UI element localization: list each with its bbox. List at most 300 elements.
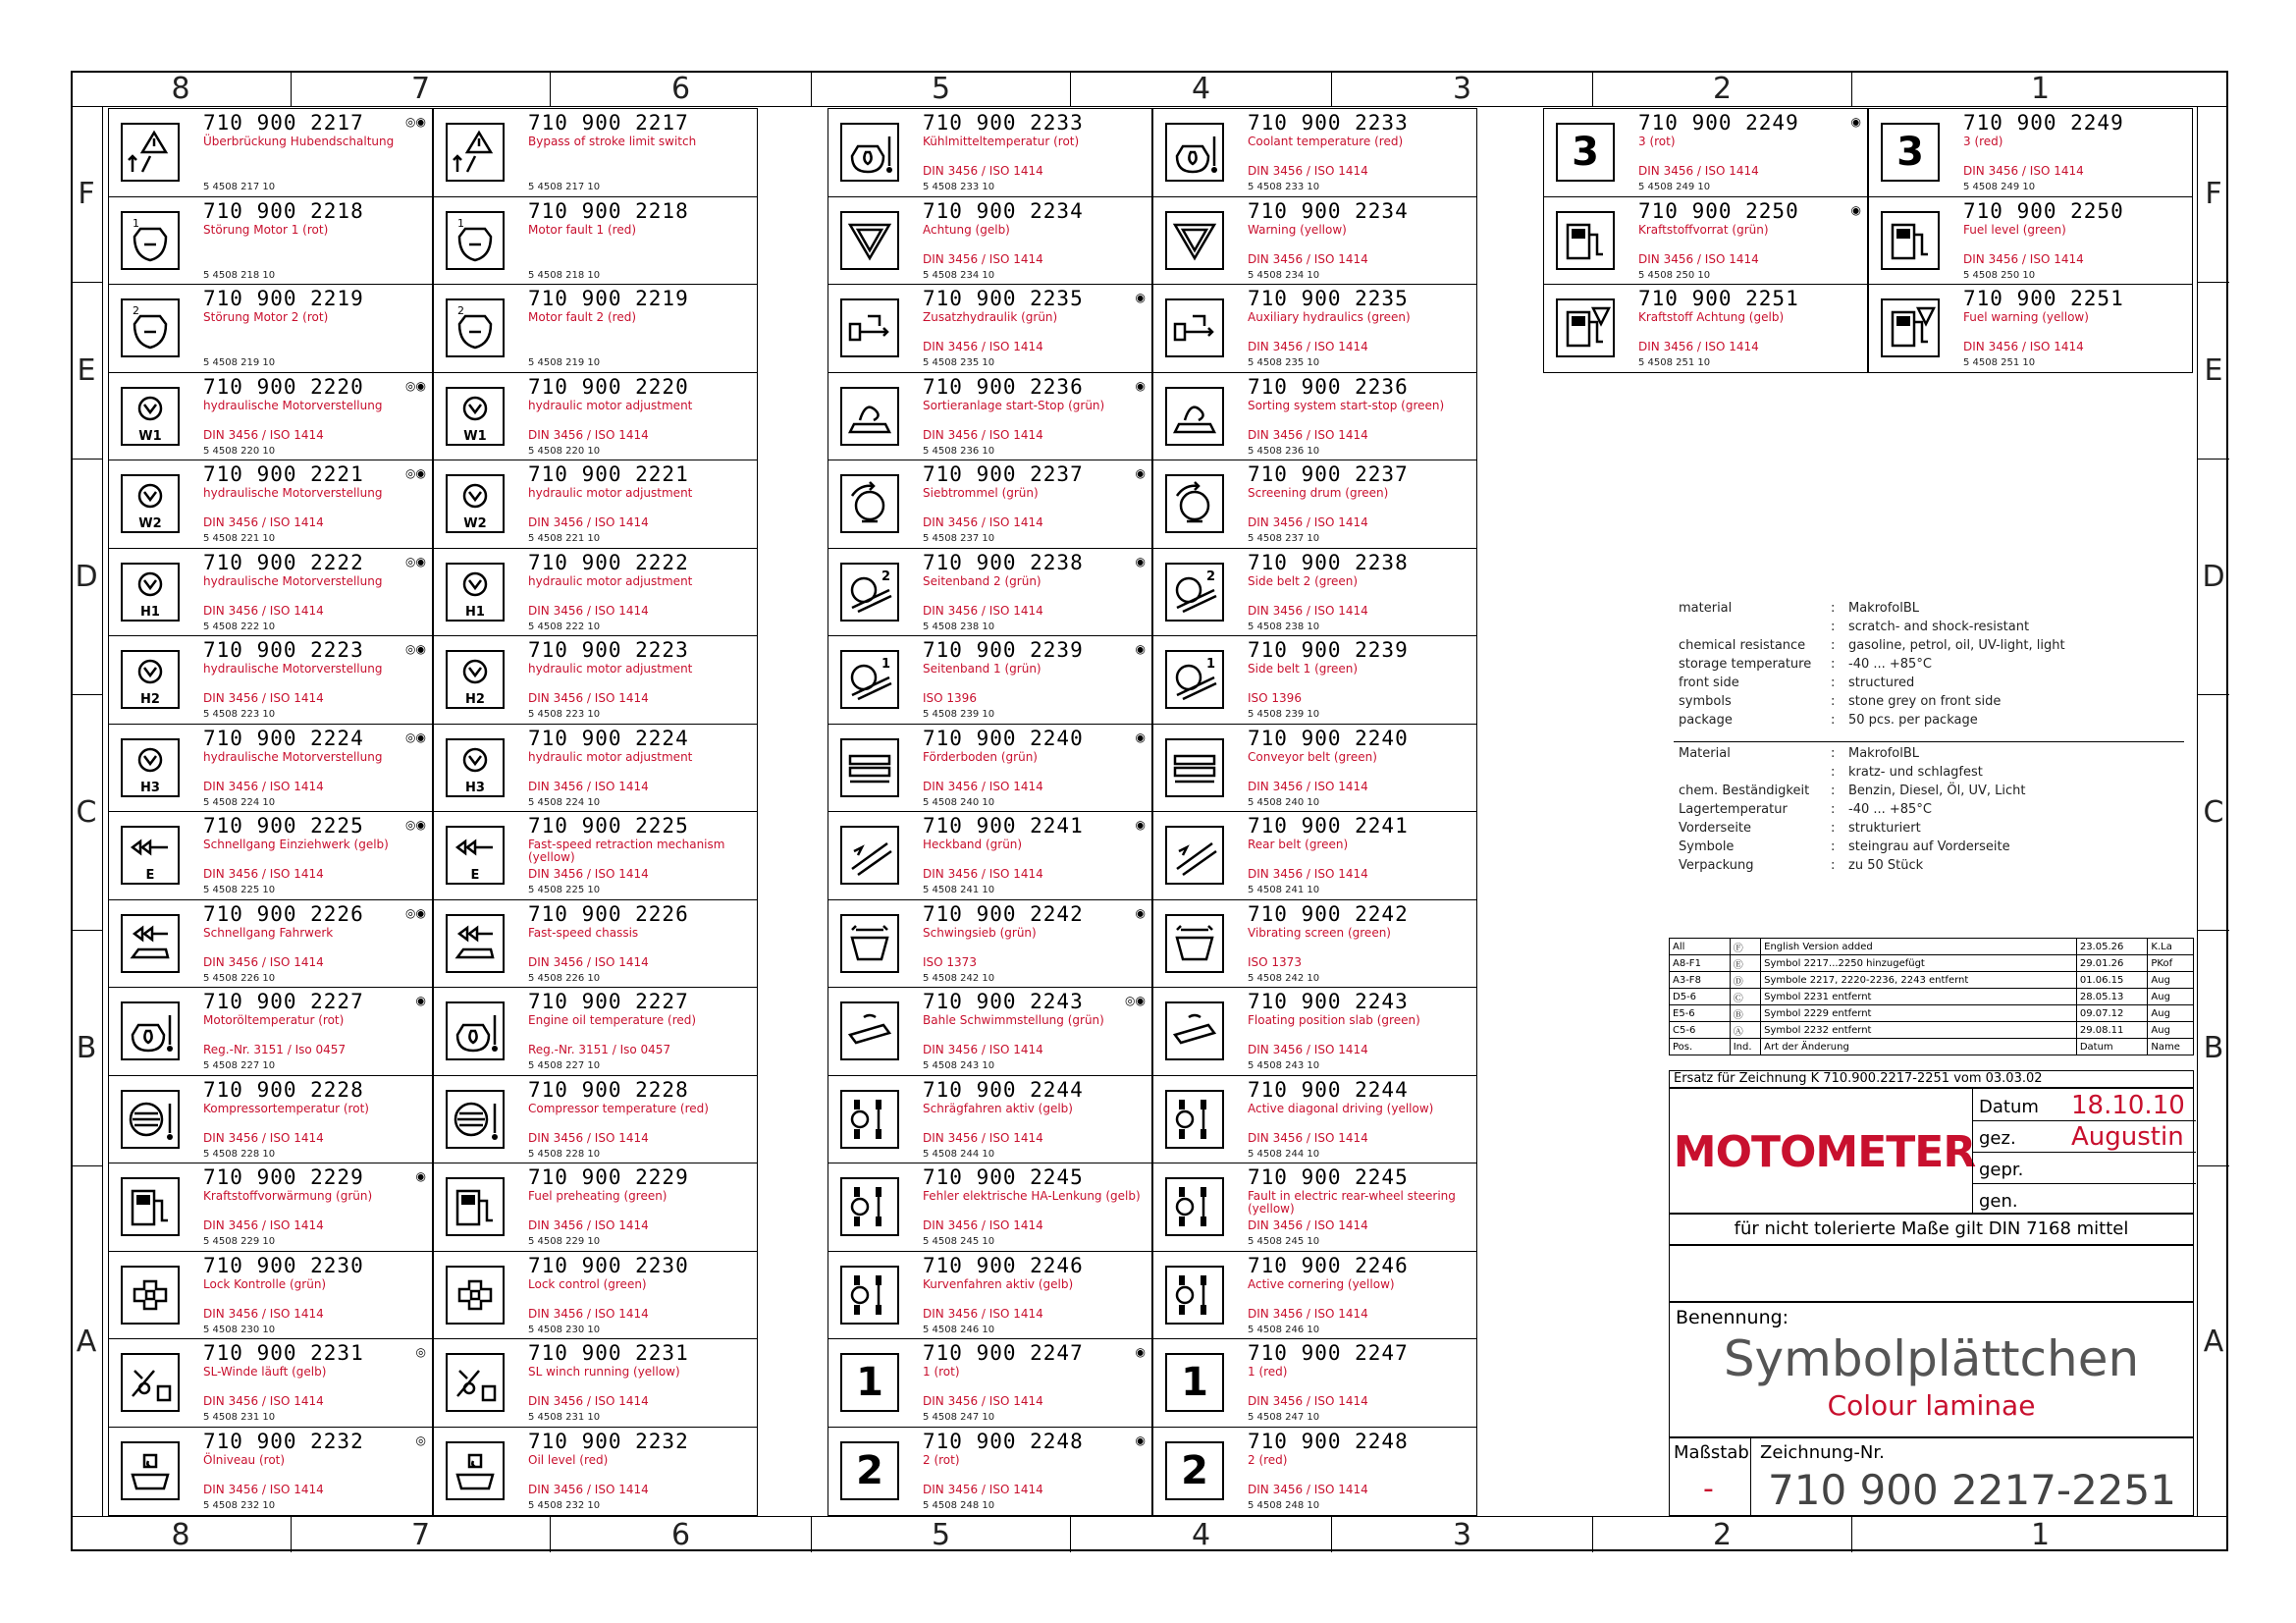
rear-steering-fault-icon xyxy=(840,1177,899,1236)
zone-label: 4 xyxy=(1071,71,1332,106)
norm-reference: DIN 3456 / ISO 1414 xyxy=(923,427,1043,442)
norm-reference: DIN 3456 / ISO 1414 xyxy=(528,1306,649,1321)
svg-text:1: 1 xyxy=(133,216,139,230)
revision-text: Art der Änderung xyxy=(1761,1039,2077,1055)
norm-reference: ISO 1396 xyxy=(923,691,977,705)
symbol-entry xyxy=(828,460,1151,549)
svg-text:2: 2 xyxy=(133,304,139,317)
part-number: 710 900 2225 xyxy=(528,814,689,838)
revision-pos: All xyxy=(1670,939,1731,955)
floating-slab-icon xyxy=(840,1001,899,1060)
symbol-description: Fast-speed retraction mechanism (yellow) xyxy=(528,838,725,864)
norm-reference: DIN 3456 / ISO 1414 xyxy=(203,779,324,793)
symbol-description: Auxiliary hydraulics (green) xyxy=(1248,310,1411,324)
blank-field xyxy=(1669,1245,2194,1302)
spec-key: Vorderseite xyxy=(1679,821,1752,836)
motor-fault-1-icon xyxy=(121,211,180,270)
symbol-entry xyxy=(109,900,432,989)
norm-reference: DIN 3456 / ISO 1414 xyxy=(528,1130,649,1145)
spec-value: structured xyxy=(1848,676,1915,690)
revision-row xyxy=(1670,972,2194,989)
revision-text: Symbol 2232 entfernt xyxy=(1761,1022,2077,1039)
article-code: 5 4508 218 10 xyxy=(528,269,601,281)
zone-ruler-top xyxy=(71,71,2228,107)
symbol-column-en-3 xyxy=(1868,108,2193,373)
spec-key: package xyxy=(1679,713,1733,728)
svg-text:W1: W1 xyxy=(138,428,162,442)
revision-name: Aug xyxy=(2148,972,2194,989)
symbol-entry xyxy=(1869,285,2192,373)
number-3-icon xyxy=(1556,123,1615,182)
revision-pos: E5-6 xyxy=(1670,1005,1731,1022)
svg-text:E: E xyxy=(470,868,480,881)
symbol-entry xyxy=(109,285,432,373)
revision-text: English Version added xyxy=(1761,939,2077,955)
norm-reference: DIN 3456 / ISO 1414 xyxy=(528,867,649,881)
spec-value: -40 ... +85°C xyxy=(1848,802,1932,817)
revision-ind: Ind. xyxy=(1730,1039,1760,1055)
article-code: 5 4508 246 10 xyxy=(923,1324,995,1335)
norm-reference: DIN 3456 / ISO 1414 xyxy=(1963,251,2084,266)
article-code: 5 4508 226 10 xyxy=(203,972,276,984)
symbol-entry xyxy=(434,1339,757,1428)
drawing-number-block xyxy=(1669,1437,2194,1516)
revision-name: PKof xyxy=(2148,955,2194,972)
hydraulic-motor-h3-icon xyxy=(446,738,505,797)
zone-label: 8 xyxy=(71,1517,292,1552)
part-number: 710 900 2244 xyxy=(923,1077,1084,1102)
revision-mark: ◉ xyxy=(1135,642,1146,656)
revision-mark: ◎◉ xyxy=(405,730,426,744)
article-code: 5 4508 230 10 xyxy=(528,1324,601,1335)
spec-key: Lagertemperatur xyxy=(1679,802,1788,817)
article-code: 5 4508 221 10 xyxy=(203,533,276,544)
part-number: 710 900 2247 xyxy=(1248,1341,1409,1365)
fuel-warning-icon xyxy=(1881,298,1940,357)
part-number: 710 900 2242 xyxy=(1248,901,1409,926)
norm-reference: DIN 3456 / ISO 1414 xyxy=(203,954,324,969)
symbol-description: Heckband (grün) xyxy=(923,838,1023,851)
scale-field xyxy=(1670,1438,1751,1517)
norm-reference: DIN 3456 / ISO 1414 xyxy=(203,1394,324,1408)
svg-text:1: 1 xyxy=(881,657,891,672)
spec-row xyxy=(1679,674,2189,692)
revision-mark: ◎ xyxy=(415,1433,426,1447)
symbol-entry xyxy=(1544,109,1867,197)
symbol-entry xyxy=(109,549,432,637)
part-number: 710 900 2219 xyxy=(203,287,364,310)
norm-reference: DIN 3456 / ISO 1414 xyxy=(203,867,324,881)
spec-value: MakrofolBL xyxy=(1848,601,1920,616)
part-number: 710 900 2245 xyxy=(1248,1165,1409,1189)
part-number: 710 900 2248 xyxy=(1248,1429,1409,1453)
article-code: 5 4508 245 10 xyxy=(923,1236,995,1247)
motor-fault-1-icon xyxy=(446,211,505,270)
cornering-icon xyxy=(1165,1266,1224,1325)
revision-mark: ◎◉ xyxy=(405,115,426,129)
part-number: 710 900 2246 xyxy=(923,1253,1084,1277)
part-number: 710 900 2218 xyxy=(203,198,364,223)
symbol-entry xyxy=(1869,109,2192,197)
article-code: 5 4508 248 10 xyxy=(1248,1499,1320,1511)
zone-label: B xyxy=(71,931,102,1166)
symbol-description: Engine oil temperature (red) xyxy=(528,1013,697,1027)
svg-text:1: 1 xyxy=(457,216,464,230)
part-number: 710 900 2249 xyxy=(1638,111,1799,135)
article-code: 5 4508 235 10 xyxy=(923,357,995,368)
number-1-icon xyxy=(1165,1353,1224,1412)
part-number: 710 900 2222 xyxy=(203,550,364,574)
revision-row xyxy=(1670,989,2194,1005)
symbol-entry xyxy=(109,109,432,197)
revision-name: K.La xyxy=(2148,939,2194,955)
zone-label: 4 xyxy=(1071,1517,1332,1552)
cornering-icon xyxy=(840,1266,899,1325)
symbol-description: Zusatzhydraulik (grün) xyxy=(923,310,1058,324)
drawing-subtitle: Colour laminae xyxy=(1827,1389,2036,1422)
symbol-entry xyxy=(434,812,757,900)
revision-name: Aug xyxy=(2148,1022,2194,1039)
part-number: 710 900 2217 xyxy=(528,111,689,135)
symbol-entry xyxy=(109,1163,432,1252)
symbol-entry xyxy=(1153,636,1476,725)
symbol-description: Siebtrommel (grün) xyxy=(923,486,1039,500)
revision-mark: ◉ xyxy=(1135,466,1146,480)
symbol-entry xyxy=(1869,197,2192,286)
spec-key: storage temperature xyxy=(1679,657,1812,672)
spec-key: Symbole xyxy=(1679,839,1735,854)
gepr-label: gepr. xyxy=(1979,1160,2024,1180)
part-number: 710 900 2236 xyxy=(923,374,1084,399)
part-number: 710 900 2234 xyxy=(1248,198,1409,223)
article-code: 5 4508 247 10 xyxy=(923,1412,995,1423)
benennung-label: Benennung: xyxy=(1676,1307,1789,1328)
part-number: 710 900 2227 xyxy=(528,990,689,1013)
symbol-entry xyxy=(828,373,1151,461)
part-number: 710 900 2221 xyxy=(203,462,364,486)
hydraulic-motor-h2-icon xyxy=(121,650,180,709)
symbol-entry xyxy=(109,725,432,813)
norm-reference: DIN 3456 / ISO 1414 xyxy=(923,251,1043,266)
part-number: 710 900 2230 xyxy=(203,1253,364,1277)
symbol-entry xyxy=(828,725,1151,813)
part-number: 710 900 2232 xyxy=(203,1429,364,1453)
symbol-description: SL winch running (yellow) xyxy=(528,1365,680,1379)
part-number: 710 900 2234 xyxy=(923,198,1084,223)
spec-colon: : xyxy=(1831,638,1836,653)
part-number: 710 900 2226 xyxy=(528,901,689,926)
norm-reference: DIN 3456 / ISO 1414 xyxy=(528,1394,649,1408)
symbol-entry xyxy=(1544,285,1867,373)
symbol-description: Motoröltemperatur (rot) xyxy=(203,1013,345,1027)
zone-ruler-left xyxy=(71,106,103,1516)
article-code: 5 4508 250 10 xyxy=(1963,269,2036,281)
svg-text:E: E xyxy=(145,868,155,881)
symbol-description: 1 (rot) xyxy=(923,1365,960,1379)
hydraulic-motor-h3-icon xyxy=(121,738,180,797)
symbol-entry xyxy=(828,109,1151,197)
symbol-entry xyxy=(1153,109,1476,197)
motometer-logo: MOTOMETER xyxy=(1673,1126,1976,1177)
symbol-entry xyxy=(828,900,1151,989)
zone-label: F xyxy=(2198,106,2229,283)
symbol-description: Störung Motor 2 (rot) xyxy=(203,310,329,324)
side-belt-1-icon xyxy=(1165,650,1224,709)
revision-date: 28.05.13 xyxy=(2076,989,2148,1005)
svg-text:1: 1 xyxy=(1206,657,1216,672)
part-number: 710 900 2244 xyxy=(1248,1077,1409,1102)
norm-reference: DIN 3456 / ISO 1414 xyxy=(528,427,649,442)
part-number: 710 900 2243 xyxy=(923,990,1084,1013)
stroke-limit-icon xyxy=(121,123,180,182)
zone-label: 1 xyxy=(2030,71,2051,106)
article-code: 5 4508 227 10 xyxy=(203,1060,276,1071)
spec-key: front side xyxy=(1679,676,1739,690)
article-code: 5 4508 218 10 xyxy=(203,269,276,281)
norm-reference: DIN 3456 / ISO 1414 xyxy=(1638,251,1759,266)
part-number: 710 900 2229 xyxy=(528,1165,689,1189)
norm-reference: DIN 3456 / ISO 1414 xyxy=(1248,251,1368,266)
part-number: 710 900 2233 xyxy=(1248,111,1409,135)
part-number: 710 900 2220 xyxy=(203,374,364,399)
hydraulic-motor-w1-icon xyxy=(446,387,505,446)
drawing-number-label: Zeichnung-Nr. xyxy=(1760,1442,1885,1463)
symbol-description: hydraulic motor adjustment xyxy=(528,573,693,588)
symbol-description: 1 (red) xyxy=(1248,1365,1288,1379)
article-code: 5 4508 217 10 xyxy=(203,182,276,192)
norm-reference: DIN 3456 / ISO 1414 xyxy=(1248,1130,1368,1145)
zone-label: A xyxy=(2203,1324,2224,1359)
article-code: 5 4508 229 10 xyxy=(203,1236,276,1247)
gez-value: Augustin xyxy=(2071,1122,2184,1152)
symbol-entry xyxy=(434,1428,757,1516)
spec-colon: : xyxy=(1831,694,1836,709)
revision-mark: ◎◉ xyxy=(405,905,426,920)
article-code: 5 4508 240 10 xyxy=(1248,796,1320,808)
article-code: 5 4508 220 10 xyxy=(203,445,276,457)
revision-mark: ◉ xyxy=(1135,1433,1146,1447)
revision-mark: ◎◉ xyxy=(405,378,426,393)
part-number: 710 900 2246 xyxy=(1248,1253,1409,1277)
spec-colon: : xyxy=(1831,713,1836,728)
symbol-entry xyxy=(434,460,757,549)
coolant-temperature-icon xyxy=(1165,123,1224,182)
symbol-description: Kraftstoffvorrat (grün) xyxy=(1638,222,1769,237)
symbol-description: Lock Kontrolle (grün) xyxy=(203,1276,327,1291)
spec-colon: : xyxy=(1831,676,1836,690)
part-number: 710 900 2239 xyxy=(1248,638,1409,662)
norm-reference: DIN 3456 / ISO 1414 xyxy=(528,603,649,618)
zone-label: 3 xyxy=(1332,71,1593,106)
symbol-description: Motor fault 2 (red) xyxy=(528,310,637,324)
revision-mark: ◉ xyxy=(1135,818,1146,832)
datum-row xyxy=(1973,1089,2196,1121)
symbol-description: Sorting system start-stop (green) xyxy=(1248,398,1445,412)
part-number: 710 900 2240 xyxy=(1248,726,1409,750)
revision-row xyxy=(1670,955,2194,972)
norm-reference: DIN 3456 / ISO 1414 xyxy=(203,515,324,529)
part-number: 710 900 2226 xyxy=(203,901,364,926)
article-code: 5 4508 231 10 xyxy=(528,1412,601,1423)
zone-label: 7 xyxy=(292,1517,551,1552)
rear-belt-icon xyxy=(840,826,899,885)
number-3-icon xyxy=(1881,123,1940,182)
article-code: 5 4508 248 10 xyxy=(923,1499,995,1511)
norm-reference: DIN 3456 / ISO 1414 xyxy=(923,1130,1043,1145)
approval-block xyxy=(1669,1088,2194,1214)
revision-mark: ◎◉ xyxy=(405,818,426,832)
svg-text:2: 2 xyxy=(1206,568,1216,584)
norm-reference: ISO 1396 xyxy=(1248,691,1302,705)
symbol-entry xyxy=(109,1339,432,1428)
article-code: 5 4508 241 10 xyxy=(1248,885,1320,895)
stroke-limit-icon xyxy=(446,123,505,182)
rear-steering-fault-icon xyxy=(1165,1177,1224,1236)
symbol-description: Warning (yellow) xyxy=(1248,222,1347,237)
number-2-icon xyxy=(840,1441,899,1500)
gepr-row xyxy=(1973,1152,2196,1184)
revision-text: Symbol 2229 entfernt xyxy=(1761,1005,2077,1022)
norm-reference: DIN 3456 / ISO 1414 xyxy=(923,1306,1043,1321)
part-number: 710 900 2228 xyxy=(528,1077,689,1102)
norm-reference: DIN 3456 / ISO 1414 xyxy=(1248,1394,1368,1408)
article-code: 5 4508 228 10 xyxy=(528,1148,601,1160)
symbol-description: Bypass of stroke limit switch xyxy=(528,135,697,148)
symbol-entry xyxy=(434,900,757,989)
spec-colon: : xyxy=(1831,821,1836,836)
article-code: 5 4508 226 10 xyxy=(528,972,601,984)
number-2-icon xyxy=(1165,1441,1224,1500)
part-number: 710 900 2223 xyxy=(203,638,364,662)
motor-fault-2-icon xyxy=(121,298,180,357)
zone-label: A xyxy=(76,1324,97,1359)
revision-ind: Ⓑ xyxy=(1730,1005,1760,1022)
norm-reference: Reg.-Nr. 3151 / Iso 0457 xyxy=(203,1043,347,1056)
article-code: 5 4508 236 10 xyxy=(923,445,995,457)
symbol-entry xyxy=(1153,373,1476,461)
symbol-entry xyxy=(109,460,432,549)
article-code: 5 4508 249 10 xyxy=(1963,182,2036,192)
spec-value: zu 50 Stück xyxy=(1848,858,1924,873)
spec-value: steingrau auf Vorderseite xyxy=(1848,839,2010,854)
digit-label: 2 xyxy=(856,1447,883,1493)
article-code: 5 4508 221 10 xyxy=(528,533,601,544)
spec-key: material xyxy=(1679,601,1733,616)
number-1-icon xyxy=(840,1353,899,1412)
part-number: 710 900 2251 xyxy=(1638,287,1799,310)
fuel-preheating-icon xyxy=(121,1177,180,1236)
zone-label: E xyxy=(2198,283,2229,460)
article-code: 5 4508 219 10 xyxy=(528,357,601,368)
symbol-entry xyxy=(1153,1339,1476,1428)
fuel-level-icon xyxy=(1881,211,1940,270)
part-number: 710 900 2247 xyxy=(923,1341,1084,1365)
spec-value: -40 ... +85°C xyxy=(1848,657,1932,672)
digit-label: 1 xyxy=(856,1360,883,1405)
auxiliary-hydraulics-icon xyxy=(1165,298,1224,357)
norm-reference: DIN 3456 / ISO 1414 xyxy=(528,954,649,969)
symbol-description: Kraftstoffvorwärmung (grün) xyxy=(203,1189,373,1203)
symbol-entry xyxy=(1153,197,1476,286)
part-number: 710 900 2220 xyxy=(528,374,689,399)
spec-colon: : xyxy=(1831,746,1836,761)
revision-mark: ◉ xyxy=(1135,554,1146,568)
norm-reference: DIN 3456 / ISO 1414 xyxy=(923,164,1043,178)
zone-label: 5 xyxy=(812,71,1071,106)
article-code: 5 4508 245 10 xyxy=(1248,1236,1320,1247)
fuel-preheating-icon xyxy=(446,1177,505,1236)
part-number: 710 900 2238 xyxy=(1248,550,1409,574)
symbol-column-en-2 xyxy=(1152,108,1477,1516)
spec-row xyxy=(1679,856,2189,875)
article-code: 5 4508 242 10 xyxy=(1248,972,1320,984)
svg-text:2: 2 xyxy=(457,304,464,317)
hydraulic-motor-w2-icon xyxy=(121,474,180,533)
auxiliary-hydraulics-icon xyxy=(840,298,899,357)
part-number: 710 900 2250 xyxy=(1638,198,1799,223)
symbol-description: Sortieranlage start-Stop (grün) xyxy=(923,398,1105,412)
symbol-description: hydraulische Motorverstellung xyxy=(203,662,383,676)
zone-label: B xyxy=(2198,931,2229,1166)
part-number: 710 900 2250 xyxy=(1963,198,2124,223)
norm-reference: DIN 3456 / ISO 1414 xyxy=(1248,1043,1368,1056)
logo-area xyxy=(1670,1089,1979,1215)
zone-label: F xyxy=(71,106,102,283)
article-code: 5 4508 223 10 xyxy=(203,709,276,720)
article-code: 5 4508 243 10 xyxy=(1248,1060,1320,1071)
symbol-description: Motor fault 1 (red) xyxy=(528,222,637,237)
spec-value: strukturiert xyxy=(1848,821,1921,836)
symbol-description: Lock control (green) xyxy=(528,1276,647,1291)
spec-colon: : xyxy=(1831,802,1836,817)
article-code: 5 4508 247 10 xyxy=(1248,1412,1320,1423)
hydraulic-motor-h1-icon xyxy=(446,563,505,622)
spec-row xyxy=(1679,744,2189,763)
symbol-entry xyxy=(1153,549,1476,637)
revision-name: Aug xyxy=(2148,989,2194,1005)
symbol-description: 3 (rot) xyxy=(1638,135,1676,148)
zone-label: D xyxy=(71,460,102,695)
part-number: 710 900 2231 xyxy=(528,1341,689,1365)
svg-text:2: 2 xyxy=(881,568,891,584)
symbol-entry xyxy=(1544,197,1867,286)
norm-reference: DIN 3456 / ISO 1414 xyxy=(923,340,1043,353)
svg-text:W2: W2 xyxy=(463,516,487,529)
norm-reference: DIN 3456 / ISO 1414 xyxy=(1963,164,2084,178)
norm-reference: DIN 3456 / ISO 1414 xyxy=(528,1482,649,1496)
norm-reference: DIN 3456 / ISO 1414 xyxy=(923,1482,1043,1496)
part-number: 710 900 2249 xyxy=(1963,111,2124,135)
svg-text:W2: W2 xyxy=(138,516,162,529)
svg-text:H2: H2 xyxy=(140,692,160,705)
symbol-column-de-1 xyxy=(108,108,433,1516)
zone-label: 2 xyxy=(1593,71,1852,106)
symbol-entry xyxy=(828,1252,1151,1340)
symbol-entry xyxy=(1153,1252,1476,1340)
svg-text:H3: H3 xyxy=(140,780,160,793)
hydraulic-motor-w1-icon xyxy=(121,387,180,446)
sorting-system-icon xyxy=(840,387,899,446)
part-number: 710 900 2237 xyxy=(1248,462,1409,486)
symbol-entry xyxy=(109,636,432,725)
coolant-temperature-icon xyxy=(840,123,899,182)
revision-pos: A3-F8 xyxy=(1670,972,1731,989)
revision-mark: ◎◉ xyxy=(1125,994,1146,1007)
part-number: 710 900 2240 xyxy=(923,726,1084,750)
revision-mark: ◉ xyxy=(1135,291,1146,304)
revision-mark: ◎◉ xyxy=(405,466,426,480)
symbol-entry xyxy=(828,1076,1151,1164)
